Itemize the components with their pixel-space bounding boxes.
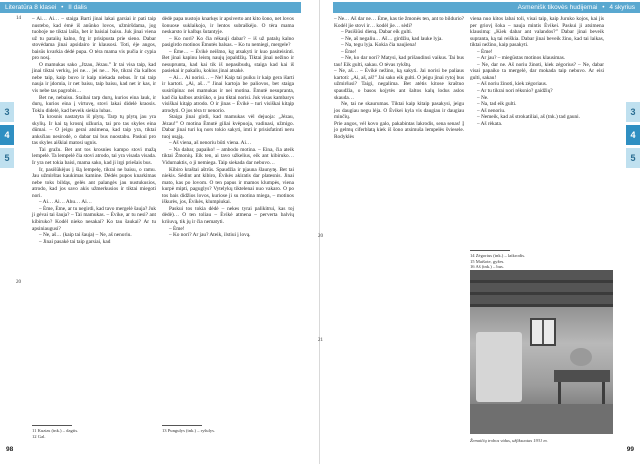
photo-bench — [554, 370, 610, 382]
left-column-2 — [162, 16, 294, 322]
right-page — [320, 0, 640, 464]
paragraph: O mamukas sako „Jtzau, Jėzau.” Ir tai visa taip, kad jinai tiktai verkių, jei ne… jei ne… Ne, tikrai čia kalbos nebe taip, kaip buvo ir kaip niekada nebus. Ir tai taip nauja ir įdomia, ir net baisu, taip baisu, kad net ir kas, ir vis nebe tas pagrobis… — [32, 61, 156, 95]
paragraph: Bet ne, nebaisu. Staibai tarp durų, kurios eina lauk, ir durų, kurios eina į virtuvę, stovi lakai didelė kraosis. Tokiu didelė, kad beveik siekia lubas. — [32, 94, 156, 114]
paragraph: Prie angos, vėl kovo galo, pakabintas lakrodis, sena senas! Į jo gelmų ciferblatą kiek iš šono atsimuša lempelės šviesele. Rodyklės — [334, 120, 464, 140]
photo-basket — [570, 348, 592, 366]
header-part-label: II dalis — [68, 4, 88, 11]
paragraph: Ne, tai ne skaurumas. Tiktai kaip kitaip pasakysi, jeigu jos daugiau negu lėja. O Ėvikei kyla vis daugiau ir daugiau minčių. — [334, 101, 464, 121]
right-column-1 — [318, 16, 464, 446]
footnote-text: Aš (tnk.) – bus. — [475, 264, 504, 270]
paragraph: – Aš rėkata. — [477, 120, 503, 127]
paragraph: – Ko nori? Ar jau? Ateik, ilstiui į lovą. — [169, 232, 251, 239]
paragraph: – Aš nenoriu. — [477, 107, 506, 114]
left-column-1 — [16, 16, 156, 446]
chapter-tab-4[interactable]: 4 — [0, 125, 14, 145]
running-header-right — [333, 2, 640, 13]
header-book-title: Literatūra 8 klasei — [5, 4, 57, 11]
paragraph: – Ėme! — [169, 225, 185, 232]
paragraph: – Ne, aš… – Ėvikė nežino, ką sakyti. Jai norisi be paliaus kartoti: „Ai, aš, aš!” Jai sako eik gulti. O jeigu jinai rytoj bus užmiršusi? Taigi, negalima. Bet atėtis kitose kraštuo spaudžia, o basos kojytės ant šaltos kalų lodus aslos skauda… — [334, 68, 464, 101]
footnote-right-col — [162, 428, 294, 434]
footnote-number: 12 — [32, 433, 37, 439]
photo-ceiling — [470, 270, 613, 306]
paragraph: – Ai… Ai… Ahu… Ai… — [39, 199, 92, 206]
paragraph: – Ai… Ai… – staiga Barti jinai lakai garsiai ir pati taip nustebo, kad ėmė iš anūnko lovos, užmiršdama, jog tuoboje ne tiktai laiša, bet ir baisiai baisu. Juk jinai viena už tu pataiių kalno, frg ir prisipusta prie sieno. Dabar stovėdama jinai apsidairo ir klausosi. Toti, ėje angos, baisūs kvarkia dėdė pupa. O tėra mama vis pučia ir cypia pro nosį. — [32, 16, 156, 62]
paragraph: Tai gražu. Bet ant tos krosnies kampo stovi mažą lempelė. Ta lempelė čia stovi atrodo, tai yra visada visada. Ir yra net tokia baisi, mama sako, kad ji irgi priešais bus. — [32, 146, 156, 167]
paragraph: – Ne, aš negaliu… Aš… girdžiu, kad lauke lyja. — [341, 35, 443, 42]
line-number: 20 — [318, 234, 323, 239]
paragraph: – Ėme… – Ėvikė neišmo, kg atsakyti ir kuo pasiteisinti. Bet jinai kapinu leistų naujų jopaldžių. Tiktai jinai nežino ir nesuprunta, kad kai tik iš nepasibudų, staiga kad kai iš pasiekai ir pakaliu, kokius jinai atsakė. — [162, 48, 294, 75]
footnote-number: 15 — [470, 258, 475, 264]
footnote-number: 16 — [470, 264, 475, 270]
footnote-rule — [470, 250, 510, 251]
header-chapter-label: 4 skyrius — [609, 4, 635, 11]
chapter-tab-5[interactable]: 5 — [0, 148, 14, 168]
paragraph: Ir, pasišūkėjus į šią lempelę, tikrai ne baisu, o ramu. Jau užmirštas kaukimas kamine. Dėdės pupos knarkimas nebe toks bildąs, gelės ant palangės jau nustukusios, atrodo, kad jos savo akis užmerkusios ir tiktai miegoti nori. — [32, 166, 156, 199]
paragraph: Kibiro kraštai aštrūs. Spaudžia ir pjauna šlaunytę. Bet tai niekis. Sėdint ant kibiro, Ėvikės akiratis dar platesnis. Jinai mato, kas po lovom. O ten papus ir mamos klumpės, viena kurpė mipti, paguglys? Vytelykų tiktelenai nuo vakaro. O po tos bais didžios lovos, kuriose ji su motina miega, – motinos iškurės, jos, Ėvikės, klumpiukai. — [162, 166, 294, 206]
chapter-tab-3[interactable]: 3 — [0, 102, 14, 122]
photo-beam — [470, 280, 613, 283]
photo-floor — [470, 404, 613, 434]
photo-window — [530, 318, 556, 346]
header-separator: • — [61, 4, 64, 11]
paragraph: – Pasišiūsi dieną. Dabar eik gulti. — [341, 29, 413, 36]
footnote-text: Pungulys (tnk.) – ryšulys. — [167, 428, 216, 433]
footnote-item — [32, 434, 156, 440]
photo-bench-leg — [602, 382, 605, 404]
photo-stove — [476, 332, 522, 402]
header-section-title: Asmenišk tikovės hudijemai — [517, 4, 598, 11]
chapter-tab-3[interactable]: 3 — [626, 102, 640, 122]
photo-beam — [470, 292, 613, 295]
paragraph: – Ai… Ai norisi… – Ne! Kaip tai puiku ir kaip gera išarti ir kartoti. „Ai, aš…” Jinai kartoja be paliovos, bet staiga susirūpina: nei mamukas ir nei motina. Ėmutė nesupranta, kad čia kalbos atsirūko, o jau tiktai norisi. Juk visas kambarys visiškai kitąip atrodo. O ir jinas – Ėvikė – turi visiškai kitąip atrodyti. O jos tėra tr nenorio. — [162, 74, 294, 114]
paragraph: – Ko nori? Ko čia rėkauji dabar? – iš už patalų kalno pasigirdo motinos Ėmutės balsas. – Ko tu nemiegi, mergele? — [162, 35, 294, 49]
right-column-2 — [470, 16, 604, 246]
paragraph: dėdė papa nustojo knarkęs ir apsiverto ant kito šono, net lovos šonuose suklaikojo, ir lentos subraškėjo. O tėra mama neskarsto ir kalbąs šutantyje. — [162, 16, 294, 36]
paragraph: – Ne, dar ne. Aš noriu žinoti, kiek zėgorius? – Ne, dabar visai papaiko ta mergelė, dar mokada taip nebuvo. Ar eisi gulti, sakau! — [470, 61, 604, 81]
paragraph: Ta krosnis nastatyta iš plytų. Tarp tų plytų jau yra skylių. Ir kai tą krosnį užkuria, tai pro tas skyles eina dūmai. – O jeigu gerai atsimena, kad taip yra, tiktai anksčiau nesirodė, o dabar tai bus nuostabu. Paskui pro tas skyles aiškiai matosi ugnis. — [32, 114, 156, 147]
paragraph: – Jinai pasakė tai taip garsiai, kad — [39, 238, 111, 245]
footnote-number: 13 — [162, 428, 167, 433]
photo-caption: Žemaičių trobos vidus, užfiksuotas 1931 m. — [470, 438, 548, 443]
paragraph: – Ar jau? – miegūstas motinos klausimas. — [477, 55, 566, 62]
page-number-left: 98 — [6, 446, 14, 453]
footnotes-left — [32, 428, 156, 439]
paragraph: – Ne, aš… (kaip tai šauja) – Ne, aš nenoriu. — [39, 232, 132, 239]
paragraph: – Ėme, Ėme, ar tu negirdi, kad tavo mergelė šauja? Juk ji gėvai tai šauja? – Tai mamukas. – Ėvike, ar tu nesi? ant kibiruko? Kodėl nieko nesakai? Ko tau šaukai? Ar tu apsiniaugusi? — [32, 205, 156, 232]
paragraph: – Ar tu tikrai nori rėksnio? gaidžių? — [477, 88, 553, 95]
chapter-tab-5[interactable]: 5 — [626, 148, 640, 168]
paragraph: – Ėme! — [341, 48, 357, 55]
footnote-text: Zėgorius (tnk.) – laikrodis. — [475, 253, 526, 258]
header-separator: • — [602, 4, 605, 11]
paragraph: – Ne. — [477, 94, 489, 101]
paragraph: – Na dabar, papaiko! – ambodo motina. – Eina, čia ateik tiktai Žmonių. Eik ten, ai tavo užkelius, eik ant kibiruko… Vidurnaktis, o ji nemiega. Taip siekada dar nebuvo… — [162, 146, 294, 167]
footnote-rule — [32, 425, 72, 426]
chapter-tab-4[interactable]: 4 — [626, 125, 640, 145]
photo-bench-leg — [558, 382, 561, 404]
paragraph: – Aš noriu žinoti, kiek zėgoriaus. — [477, 81, 548, 88]
footnote-number: 14 — [470, 253, 475, 258]
line-number: 21 — [318, 338, 323, 343]
paragraph: – Aš viena, aš nenoriu būti viena. Ai… — [169, 140, 252, 147]
footnote-number: 11 — [32, 428, 37, 433]
interior-photo — [470, 270, 613, 434]
paragraph: – Nemeik, kad aš strokatiliai, aš (tnk.) tad gauni. — [477, 114, 580, 121]
paragraph: – Ne, ko dar nori? Matysi, kad prišaudinsi vaikus. Tai bus tau! Eik gulti, sakau. O tėvas rykštų. — [334, 55, 464, 68]
footnotes-right — [470, 253, 604, 270]
photo-beam — [470, 304, 613, 307]
paragraph: Paskui tos tokia dėdė – nekes tyrai palikitrui, kas toj dėdė)… O ten toliau – Ėvikė atmena – perverta balvių kriiuvą, tik jų ir čia nematyti. — [162, 205, 294, 225]
line-number: 14 — [16, 16, 21, 21]
footnote-text: Maišote, gyžes. — [475, 258, 505, 264]
paragraph: – Na, tad eik gulti. — [477, 101, 517, 108]
paragraph: – Ėme! — [477, 48, 493, 55]
footnote-rule — [162, 425, 202, 426]
chapter-tabs-left — [0, 102, 14, 171]
running-header-left — [0, 2, 301, 13]
line-number: 20 — [16, 280, 21, 285]
footnote-text: Kuzias (tnk.) – dagtis. — [37, 428, 79, 433]
paragraph: Staiga jinai girdi, kad mamukas vėl dejuoja: „Jėzau, Jėzau!” O motina Ėmutė giliai kvėpuoja, vadinasi, užmigo. Dabar jinai turi kų nors tokio sakyti, imti ir prisisfatinti neru tuoj usąją. — [162, 114, 294, 140]
page-number-right: 99 — [626, 446, 634, 453]
paragraph: – Na, tegu lyja. Kokia čia naujiena! — [341, 42, 417, 49]
chapter-tabs-right — [626, 102, 640, 171]
footnote-text: Gal. — [37, 433, 46, 439]
paragraph: – Ne… Aš dar ne… Ėme, kas tie žmonės ten, ant to bildurio? Kodėl jie stovi ir… kodėl jie… sėdi? — [334, 16, 464, 29]
paragraph: viena nuo kitos labai toli, visai taip, kaip Juruko kojos, kai jis per griovį šoka – nauja mintis Ėvikei. Paskui ji atsimena klausimą: „Kiek dabar ant valandos?” Dabar jinai beveik supranta, ką tai reiškia. Dabar jinai beveik žino, kad tai laikas, tiktai nežino, kaip pasakyti. — [470, 16, 604, 49]
footnote-item — [470, 264, 604, 270]
